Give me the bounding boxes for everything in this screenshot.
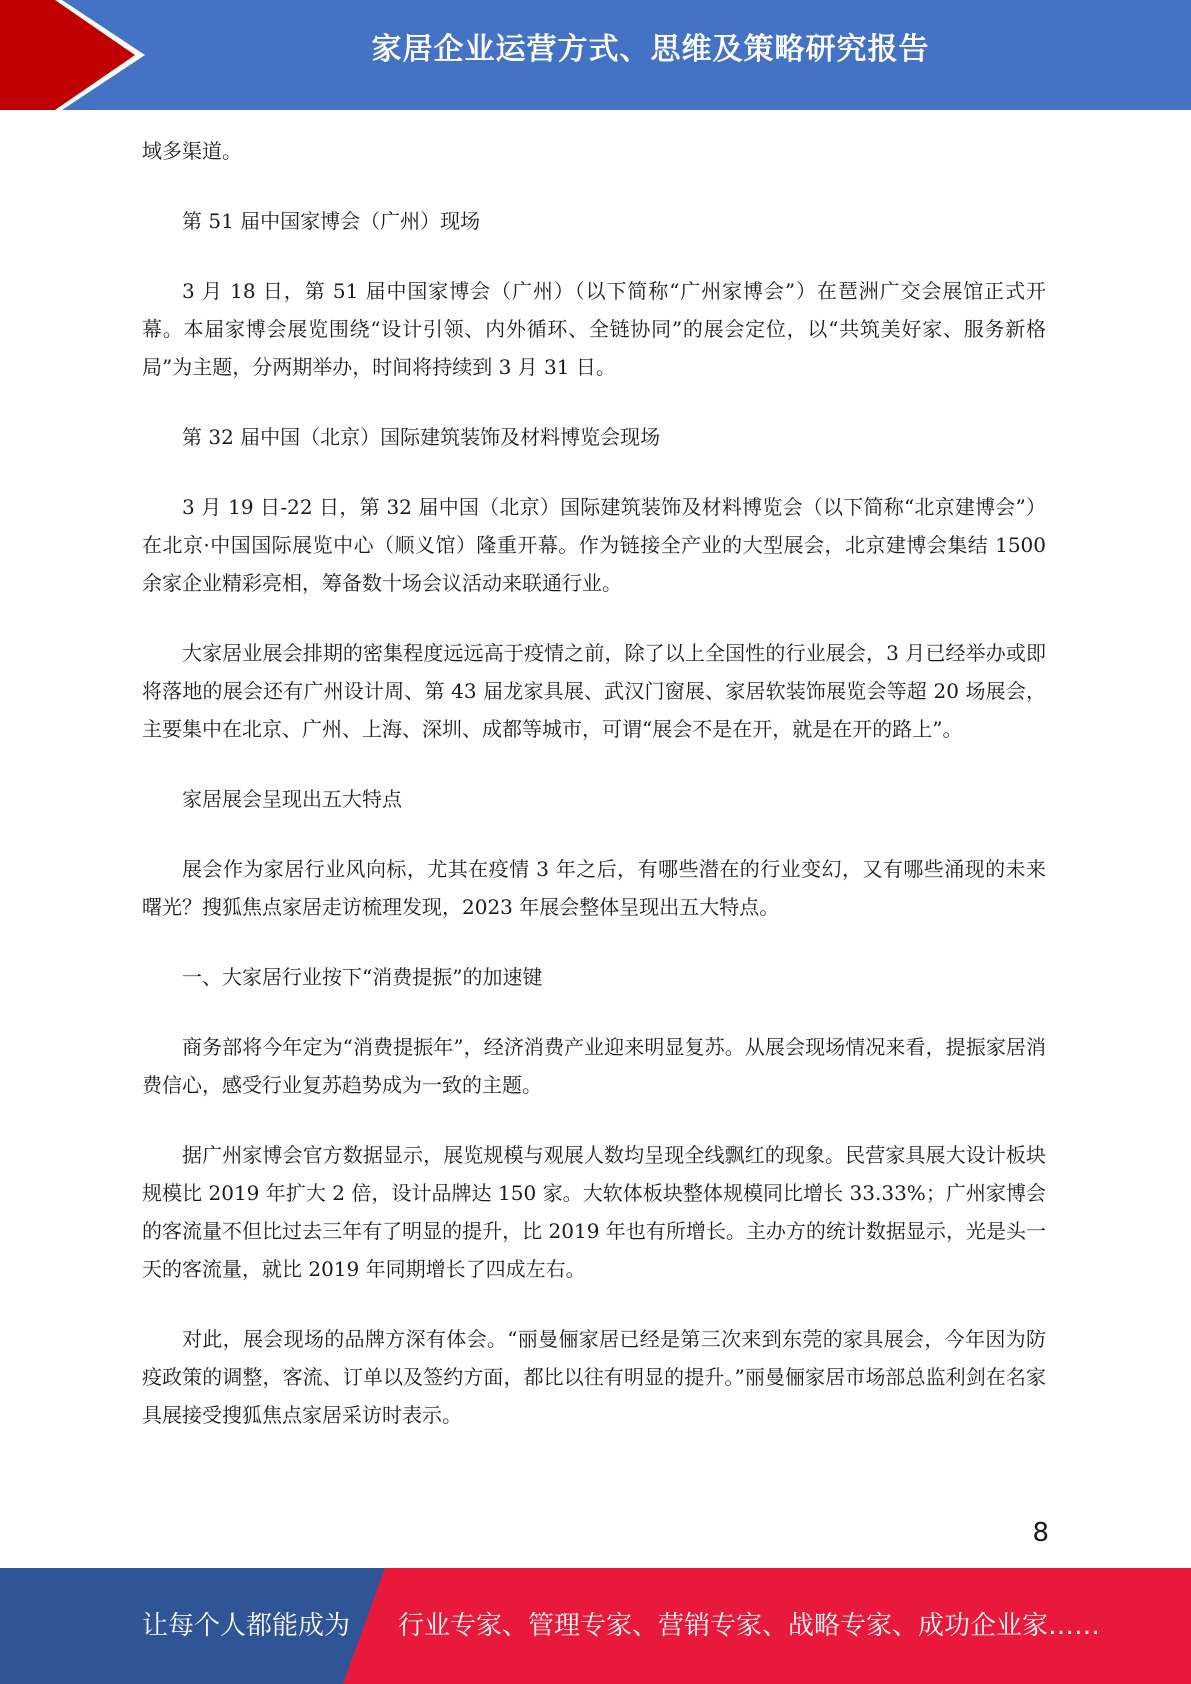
paragraph: 域多渠道。 (142, 139, 242, 163)
report-title: 家居企业运营方式、思维及策略研究报告 (371, 32, 930, 67)
header-chevron-decoration (0, 0, 160, 110)
page-number: 8 (1032, 1518, 1049, 1548)
footer-slogan-right: 行业专家、管理专家、营销专家、战略专家、成功企业家…… (398, 1611, 1101, 1641)
paragraph: 对此，展会现场的品牌方深有体会。“丽曼俪家居已经是第三次来到东莞的家具展会，今年因为防疫政策的调整，客流、订单以及签约方面，都比以往有明显的提升。”丽曼俪家居市场部总监利剑在名家具展接受搜狐焦点家居采访时表示。 (142, 1327, 1046, 1427)
paragraph: 3 月 18 日，第 51 届中国家博会（广州）（以下简称“广州家博会”）在琶洲广交会展馆正式开幕。本届家博会展览围绕“设计引领、内外循环、全链协同”的展会定位，以“共筑美好家、服务新格局”为主题，分两期举办，时间将持续到 3 月 31 日。 (142, 279, 1046, 379)
paragraph: 3 月 19 日-22 日，第 32 届中国（北京）国际建筑装饰及材料博览会（以下简称“北京建博会”）在北京·中国国际展览中心（顺义馆）隆重开幕。作为链接全产业的大型展会，北京建博会集结 1500 余家企业精彩亮相，筹备数十场会议活动来联通行业。 (142, 495, 1046, 595)
section-heading: 家居展会呈现出五大特点 (182, 787, 402, 811)
section-heading: 第 51 届中国家博会（广州）现场 (182, 209, 481, 233)
footer-slogan-left: 让每个人都能成为 (142, 1611, 351, 1641)
paragraph: 商务部将今年定为“消费提振年”，经济消费产业迎来明显复苏。从展会现场情况来看，提振家居消费信心，感受行业复苏趋势成为一致的主题。 (142, 1035, 1046, 1097)
paragraph: 展会作为家居行业风向标，尤其在疫情 3 年之后，有哪些潜在的行业变幻，又有哪些涌现的未来曙光？搜狐焦点家居走访梳理发现，2023 年展会整体呈现出五大特点。 (142, 857, 1046, 919)
section-heading: 一、大家居行业按下“消费提振”的加速键 (182, 965, 543, 989)
page-header (0, 0, 1191, 110)
paragraph: 大家居业展会排期的密集程度远远高于疫情之前，除了以上全国性的行业展会，3 月已经举办或即将落地的展会还有广州设计周、第 43 届龙家具展、武汉门窗展、家居软装饰展览会等超 20 场展会，主要集中在北京、广州、上海、深圳、成都等城市，可谓“展会不是在开，就是在开的路上”。 (142, 641, 1046, 741)
section-heading: 第 32 届中国（北京）国际建筑装饰及材料博览会现场 (182, 425, 661, 449)
paragraph: 据广州家博会官方数据显示，展览规模与观展人数均呈现全线飘红的现象。民营家具展大设计板块规模比 2019 年扩大 2 倍，设计品牌达 150 家。大软体板块整体规模同比增长 33.33%；广州家博会的客流量不但比过去三年有了明显的提升，比 2019 年也有所增长。主办方的统计数据显示，光是头一天的客流量，就比 2019 年同期增长了四成左右。 (142, 1143, 1046, 1281)
page-footer (0, 1568, 1191, 1684)
document-body (142, 132, 1046, 1466)
